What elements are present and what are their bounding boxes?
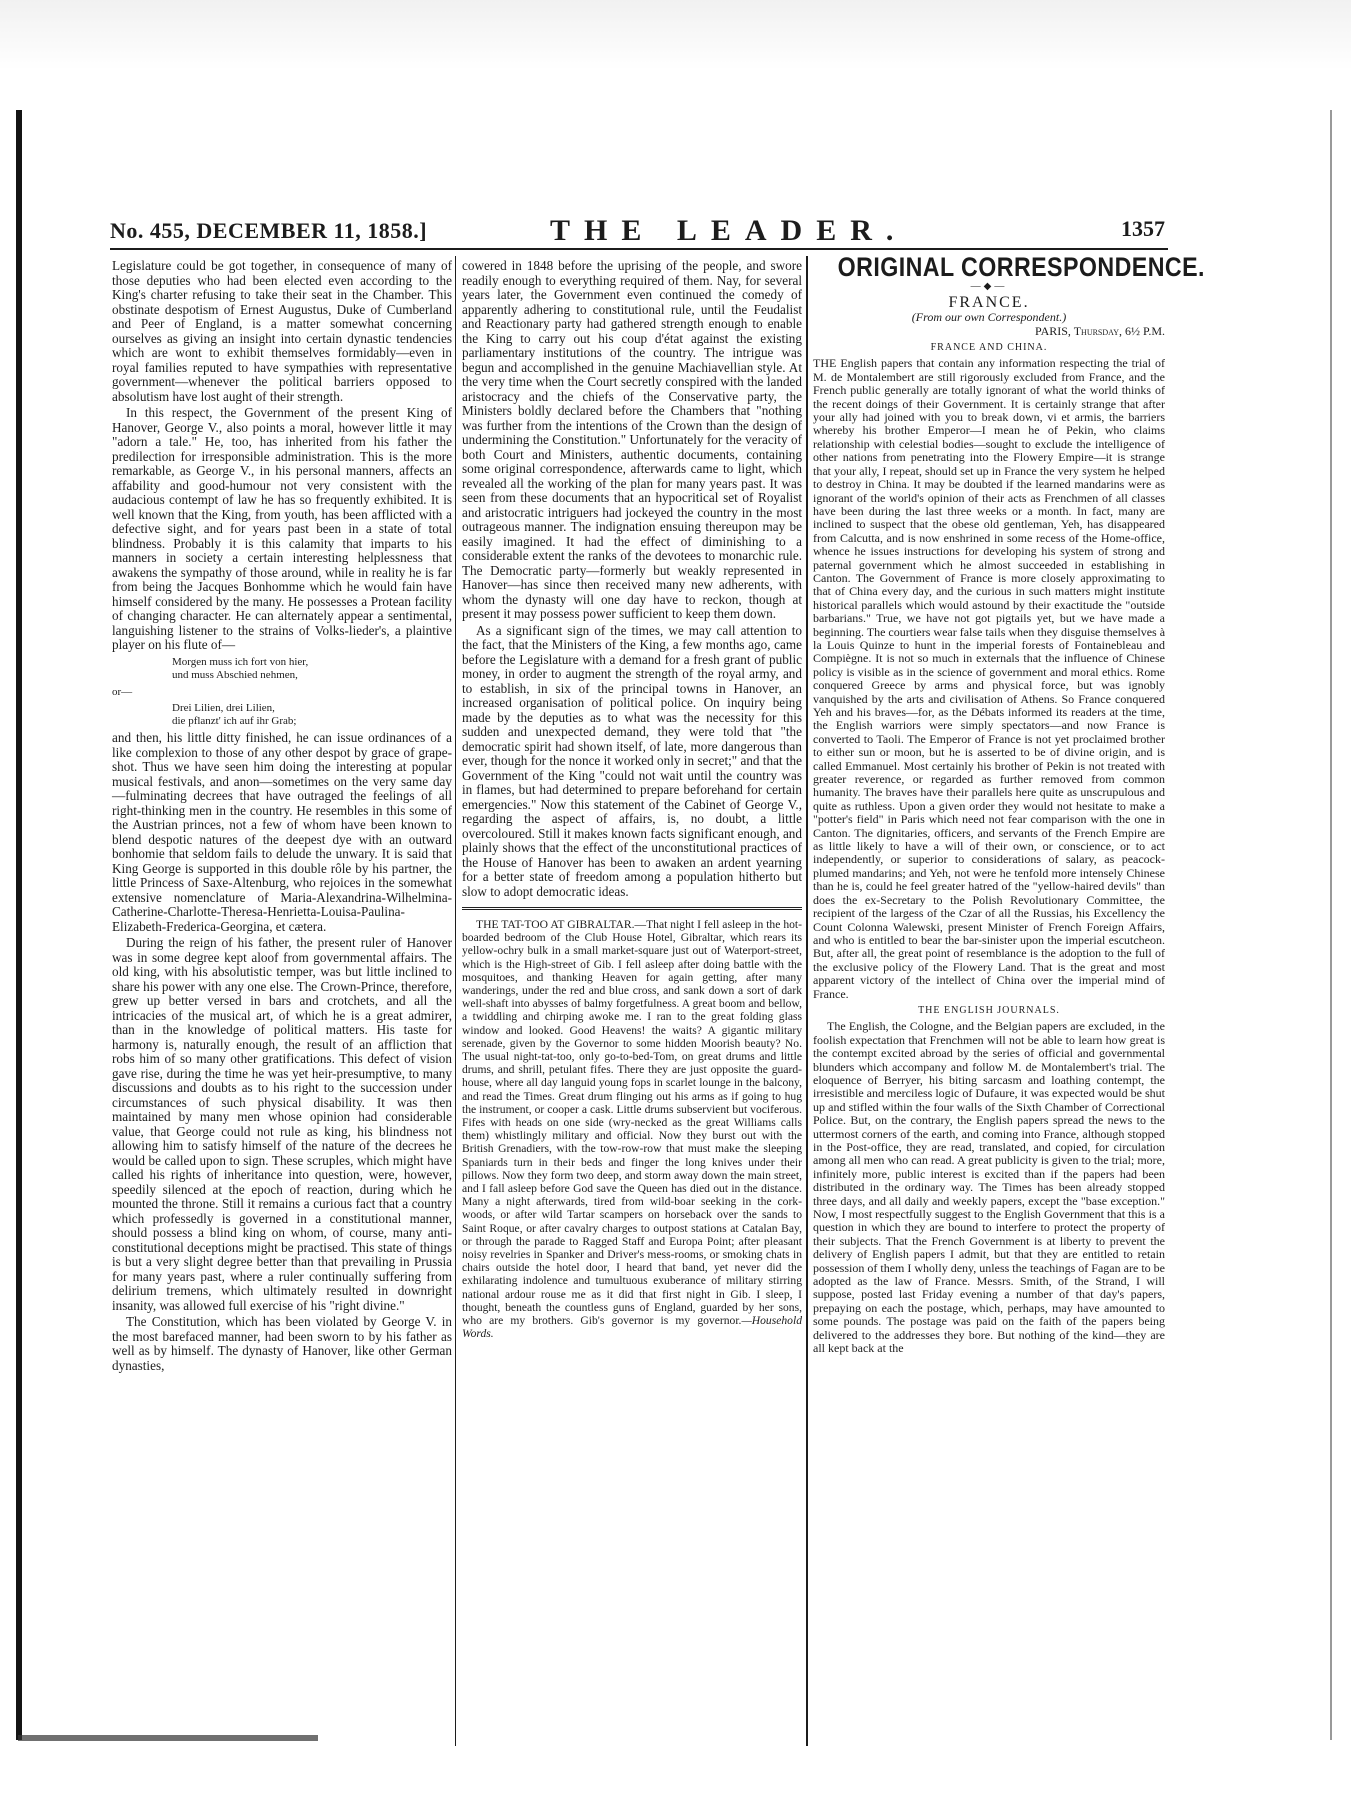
column-1 (112, 259, 452, 1749)
section-title: ORIGINAL CORRESPONDENCE. (837, 252, 1205, 282)
verse-line: Drei Lilien, drei Lilien, (172, 702, 275, 714)
column-rule-1 (455, 256, 456, 1746)
paragraph: In this respect, the Government of the present King of Hanover, George V., also points a moral, however little it may "adorn a tale." He, too, has inherited from his father the predilection for irresponsible administration. This is the more remarkable, as George V., in his personal manners, affects an affability and good-humour not very consistent with the audacious contempt of law he has so frequently exhibited. It is well known that the King, from youth, has been afflicted with a defective sight, and for years past been in a state of total blindness. Probably it is this calamity that imparts to his manners in society a certain interesting helplessness that awakens the sympathy of those around, while in reality he is far from being the Jacques Bonhomme which he would fain have himself considered by the many. He possesses a Protean facility of changing character. He can alternately appear a sentimental, languishing listener to the strains of Volks-lieder's, a plaintive player on his flute of— (112, 405, 452, 652)
paragraph: THE English papers that contain any information respecting the trial of M. de Montalembert are still rigorously excluded from France, and the French public generally are totally ignorant of what the world thinks of the recent doings of their Government. It is certainly strange that after your ally had joined with you to break down, vi et armis, the barriers whereby his brother Emperor—I mean he of Pekin, who claims relationship with celestial bodies—sought to exclude the intelligence of other nations from penetrating into the Flowery Empire—it is strange that your ally, I repeat, should set up in France the very system he helped to destroy in China. It may be doubted if the learned mandarins were as ignorant of the world's opinion of their acts as Frenchmen of all classes have been during the last three weeks or a month. In fact, many are inclined to suspect that the obese old gentleman, Yeh, has disappeared from Calcutta, and is now enshrined in some recess of the Home-office, whence he issues instructions for developing his system of strong and paternal government which he almost succeeded in establishing in Canton. The Government of France is more closely approximating to that of China every day, and the curious in such matters might institute historical parallels which would astound by their exactitude the "outside barbarians." True, we have not got pigtails yet, but we have made a beginning. The courtiers wear false tails when they disguise themselves à la Louis Quinze to hunt in the imperial forests of Fontainebleau and Compiègne. It is not so much in externals that the influence of Chinese policy is visible as in the science of government and moral ethics. Rome conquered Greece by arms and physical force, but was ignobly vanquished by the arts and civilisation of Athens. So France conquered Yeh and his braves—for, as the Débats informed its readers at the time, the English warriors were simply spectators—and now France is converted to Taoli. The Emperor of France is not yet proclaimed brother to either sun or moon, but he is asserted to be of divine origin, and is called Emmanuel. Most certainly his brother of Pekin is not treated with greater reverence, or regarded as further removed from common humanity. The braves have their parallels here quite as unscrupulous and quite as ruthless. Upon a given order they would not hesitate to make a "potter's field" in Paris which need not fear comparison with the one in Canton. The dignitaries, officers, and servants of the French Empire are as little likely to have a will of their own, or conscience, or to act independently, or superior to considerations of salary, as peacock-plumed mandarins; and Yeh, not were he tenfold more intensely Chinese than he is, could he feel greater hatred of the "yellow-haired devils" than does the ex-Secretary to the Polish Revolutionary Committee, the recipient of the largess of the Czar of all the Russias, his Excellency the Count Colonna Walewski, present Minister of French Foreign Affairs, and who is entitled to bear the bar-sinister upon the imperial escutcheon. But, after all, the great point of resemblance is the adoption to the full of the exclusive policy of the Flowery Land. That is the great and most apparent victory of the intellect of China over the imperial mind of France. (813, 356, 1166, 1001)
tattoo-source: —Household Words. (462, 1314, 802, 1341)
verse-quote-2 (172, 702, 452, 728)
column-rule-2 (806, 256, 808, 1746)
masthead (110, 210, 1165, 250)
paragraph: and then, his little ditty finished, he can issue ordinances of a like complexion to those of any other despot by grace of grape-shot. Thus we have seen him doing the interesting at popular musical festivals, and anon—sometimes on the very same day—fulminating decrees that have outraged the feelings of all right-thinking men in the country. He resembles in this some of the Austrian princes, not a few of whom have been known to blend despotic natures of the deepest dye with an outward bonhomie that seldom fails to delude the unwary. It is said that King George is supported in this double rôle by his partner, the little Princess of Saxe-Altenburg, who rejoices in the somewhat extensive nomenclature of Maria-Alexandrina-Wilhelmina-Catherine-Charlotte-Theresa-Henrietta-Louisa-Paulina-Elizabeth-Frederica-Georgina, et cætera. (112, 730, 452, 934)
paragraph: As a significant sign of the times, we may call attention to the fact, that the Ministers of the King, a few months ago, came before the Legislature with a demand for a fresh grant of public money, in order to augment the strength of the royal army, and to establish, in six of the principal towns in Hanover, an increased organisation of political police. On inquiry being made by the deputies as to what was the necessity for this sudden and unexpected demand, they were told that "the democratic spirit had shown itself, of late, more dangerous than ever, though for the nonce it worked only in secret;" and that the Government of the King "could not wait until the country was in flames, but had determined to prepare beforehand for certain emergencies." Now this statement of the Cabinet of George V., regarding the aspect of affairs, is, no doubt, a little overcoloured. Still it makes known facts significant enough, and plainly shows that the effect of the unconstitutional practices of the House of Hanover has been to awaken an ardent yearning for a better state of freedom among a population hitherto but slow to adopt democratic ideas. (462, 622, 802, 899)
paragraph: cowered in 1848 before the uprising of the people, and swore readily enough to everything required of them. Nay, for several years later, the Government even continued the comedy of apparently adhering to constitutional rule, until the Feudalist and Reactionary party had gathered strength enough to enable the King to carry out his coup d'état against the existing parliamentary institutions of the country. The intrigue was begun and accomplished in the genuine Machiavellian style. At the very time when the Court secretly conspired with the landed aristocracy and the chiefs of the Conservative party, the Ministers boldly declared before the Chambers that "nothing was further from the intentions of the Crown than the design of undermining the Constitution." Unfortunately for the veracity of both Court and Ministers, authentic documents, containing some original correspondence, afterwards came to light, which revealed all the working of the plan for many years past. It was seen from these documents that an hypocritical set of Royalist and aristocratic intriguers had jockeyed the country in the most outrageous manner. The indignation ensuing thereupon may be easily imagined. It had the effect of diminishing to a considerable extent the ranks of the devotees to monarchic rule. The Democratic party—formerly but weakly represented in Hanover—has since then received many new adherents, with whom the dynasty will one day have to reckon, though at present it may possess power sufficient to keep them down. (462, 258, 802, 621)
paragraph: During the reign of his father, the present ruler of Hanover was in some degree kept aloof from governmental affairs. The old king, with his absolutistic temper, was but little inclined to share his power with any one else. The Crown-Prince, therefore, grew up better versed in bars and crotchets, and all the intricacies of the musical art, of which he is a great admirer, than in the knowledge of political matters. His taste for harmony is, naturally enough, the result of an affliction that robs him of so many other gratifications. This defect of vision gave rise, during the time he was yet heir-presumptive, to many discussions and doubts as to his right to the succession under circumstances of such physical disability. It was then maintained by many men whose opinion had considerable value, that George could not rule as king, his blindness not allowing him to satisfy himself of the nature of the decrees he would be called upon to sign. These scruples, which might have called his rights of inheritance into question, were, however, speedily silenced at the epoch of reaction, during which he mounted the throne. Still it remains a curious fact that a country which professedly is governed in a constitutional manner, should possess a blind king on whom, of course, many anti-constitutional deceptions might be practised. This state of things is but a very slight degree better than that prevailing in Prussia for many years past, where a ruler continually suffering from delirium tremens, which ultimately resulted in downright insanity, was allowed full exercise of his "right divine." (112, 935, 452, 1313)
byline: (From our own Correspondent.) (911, 310, 1067, 325)
issue-line: No. 455, DECEMBER 11, 1858.] (110, 218, 428, 243)
country-heading: FRANCE. (948, 293, 1030, 311)
tattoo-article (462, 918, 802, 1341)
dateline: PARIS, Thursday, 6½ P.M. (1035, 323, 1165, 338)
verse-line: Morgen muss ich fort von hier, (172, 655, 309, 668)
verse-quote-1 (172, 656, 452, 682)
paragraph: Legislature could be got together, in consequence of many of those deputies who had been elected even according to the King's charter refusing to take their seat in the Chamber. This obstinate despotism of Ernest Augustus, Duke of Cumberland and Peer of England, is a matter somewhat concerning ourselves as giving an insight into certain dynastic tendencies which are wont to exhibit themselves formidably—even in royal families reputed to have sympathies with representative government—whenever the political barriers opposed to absolutism have lost aught of their strength. (112, 258, 452, 404)
page-number: 1357 (1121, 216, 1165, 241)
verse-separator: or— (112, 685, 133, 698)
article-divider (462, 907, 802, 910)
column-3 (813, 252, 1205, 1749)
column-2 (462, 259, 802, 1749)
page-binding-edge (16, 110, 22, 1740)
subheading: THE ENGLISH JOURNALS. (918, 1004, 1060, 1016)
tattoo-body: —That night I fell asleep in the hot-boarded bedroom of the Club House Hotel, Gibraltar, which rears its yellow-ochry bulk in a small market-square just out of Waterport-street, which is the High-street of Gib. I fell asleep after doing battle with the mosquitoes, and thanking Heaven for again getting, after many wanderings, under the red and blue cross, and sank down a sort of dark well-shaft into abysses of balmy forgetfulness. A great boom and bellow, a twiddling and chirping awoke me. I ran to the great folding glass window and looked. Good Heavens! the waits? A gigantic military serenade, given by the Governor to some hidden Moorish beauty? No. The usual night-tat-too, only go-to-bed-Tom, on great drums and little drums, and shrill, petulant fifes. There they are just opposite the guard-house, where all day languid young fops in scarlet lounge in the balcony, and read the Times. Great drum flinging out his arms as if going to hug the instrument, or cooper a cask. Little drums subservient but vociferous. Fifes with heads on one side (wry-necked as the great Williams calls them) whistlingly military and official. Now they burst out with the British Grenadiers, with the tow-row-row that must make the sleeping Spaniards turn in their beds and finger the long knives under their pillows. Now they form two deep, and storm away down the main street, and I fall asleep before God save the Queen has died out in the distance. Many a night afterwards, tired from wild-boar seeking in the cork-woods, or after wild Tartar scampers on horseback over the sands to Saint Roque, or after cavalry charges to outpost stations at Catalan Bay, or through the parade to Ragged Staff and Europa Point; after pleasant noisy revelries in Spanker and Driver's mess-rooms, or smoking chats in chairs outside the hotel door, I heard that band, yet never did the exhilarating indolence and tumultuous exuberance of military stirring national ardour rouse me as it did that first night in Gib. I sleep, I thought, beneath the countless guns of England, guarded by her sons, who are my brothers. Gib's governor is my governor. (462, 918, 802, 1328)
paragraph: The English, the Cologne, and the Belgian papers are excluded, in the foolish expectation that Frenchmen will not be able to learn how great is the contempt excited abroad by the series of official and governmental blunders which accompany and follow M. de Montalembert's trial. The eloquence of Berryer, his biting sarcasm and loathing contempt, the irresistible and merciless logic of Dufaure, it was expected would be shut up and stifled within the four walls of the Sixth Chamber of Correctional Police. But, on the contrary, the English papers spread the news to the uttermost corners of the earth, and coming into France, although stopped in the Post-office, they are read, translated, and copied, for circulation among all men who can read. A great publicity is given to the trial; more, infinitely more, public interest is excited than if the papers had been distributed in the ordinary way. The Times has been already stopped three days, and all daily and weekly papers, except the "base exception." Now, I most respectfully suggest to the English Government that this is a question in which they are bound to interfere to protect the property of their subjects. That the French Government is at liberty to prevent the delivery of English papers I admit, but that they are entitled to retain possession of them I wholly deny, unless the teachings of Fagan are to be adopted as the law of France. Messrs. Smith, of the Strand, I will suppose, posted last Friday evening a number of that day's papers, prepaying on each the postage, which, perhaps, may have amounted to some pounds. The postage was paid on the faith of the papers being delivered to the addresses they bore. But nothing of the kind—they are all kept back at the (813, 1019, 1165, 1356)
paragraph: The Constitution, which has been violated by George V. in the most barefaced manner, had been sworn to by his father as well as by himself. The dynasty of Hanover, like other German dynasties, (112, 1314, 452, 1373)
page-right-edge (1330, 110, 1332, 1740)
subheading: FRANCE AND CHINA. (930, 342, 1048, 354)
scan-edge-shading (0, 0, 1351, 70)
verse-line: die pflanzt' ich auf ihr Grab; (172, 715, 297, 727)
verse-line: und muss Abschied nehmen, (172, 668, 298, 681)
tattoo-headline: THE TAT-TOO AT GIBRALTAR. (476, 918, 635, 931)
ornament-divider: —◆— (970, 281, 1008, 293)
paper-title: THE LEADER. (550, 214, 908, 247)
masthead-rule (110, 248, 1168, 250)
